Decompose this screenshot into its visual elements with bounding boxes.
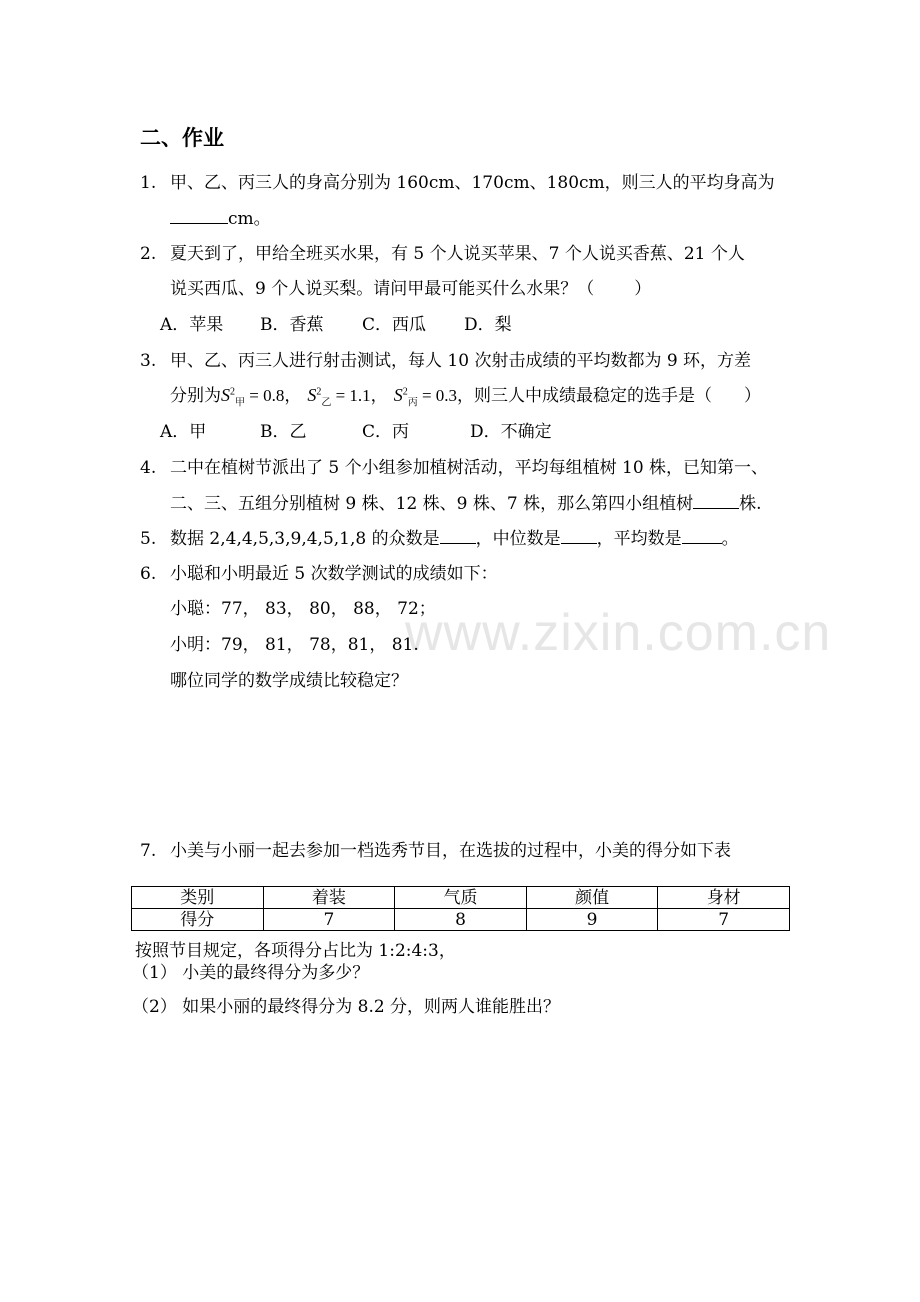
q3-suffix: 则三人中成绩最稳定的选手是（	[474, 386, 713, 406]
q2-close-paren: ）	[634, 279, 652, 299]
q5-part2: ，中位数是	[475, 529, 561, 549]
q4-tail: 株.	[739, 494, 762, 514]
q3-number: 3.	[140, 351, 157, 371]
table-cell: 8	[395, 909, 527, 931]
table-header-cell: 着装	[263, 887, 395, 909]
table-header-cell: 类别	[132, 887, 264, 909]
q2-text-line2: 说买西瓜、9 个人说买梨。请问甲最可能买什么水果？（	[170, 279, 595, 299]
watermark: www.zixin.com.cn	[405, 604, 832, 662]
q2-options	[160, 314, 512, 336]
q3-options	[160, 421, 552, 443]
table-header-cell: 气质	[395, 887, 527, 909]
q6-question: 哪位同学的数学成绩比较稳定？	[170, 671, 408, 691]
q7-text-line1: 小美与小丽一起去参加一档选秀节目，在选拔的过程中，小美的得分如下表	[170, 841, 731, 861]
q3-line2	[170, 384, 761, 407]
table-header-row	[132, 887, 790, 909]
q6-cong-scores: 小聪：77， 83， 80， 88， 72；	[170, 599, 436, 619]
q5-part3: ，平均数是	[596, 529, 682, 549]
q3-text-line1: 甲、乙、丙三人进行射击测试，每人 10 次射击成绩的平均数都为 9 环，方差	[170, 351, 752, 371]
q3-option-c[interactable]: C．丙	[362, 422, 410, 442]
q4-text-line1: 二中在植树节派出了 5 个小组参加植树活动，平均每组植树 10 株，已知第一、	[170, 458, 769, 478]
table-row	[132, 909, 790, 931]
q5-number: 5.	[140, 529, 157, 549]
q4-number: 4.	[140, 458, 157, 478]
q6-line1	[140, 563, 498, 585]
q2-line1	[140, 243, 745, 265]
q7-number: 7.	[140, 841, 157, 861]
q7-subquestion-1: （1） 小美的最终得分为多少？	[132, 963, 370, 983]
variance-jia: $S^2_甲 = 0.8$，	[221, 385, 302, 409]
section-heading: 二、作业	[140, 126, 224, 150]
table-cell: 7	[658, 909, 790, 931]
q1-line1	[140, 172, 775, 194]
score-table	[131, 886, 790, 931]
q4-line1	[140, 457, 768, 479]
q1-number: 1.	[140, 173, 157, 193]
q1-answer-blank[interactable]	[170, 207, 228, 224]
q5-mean-blank[interactable]	[682, 527, 722, 544]
q7-rule: 按照节目规定，各项得分占比为 1:2:4:3，	[135, 941, 456, 961]
q6-ming-scores: 小明：79， 81， 78，81， 81.	[170, 635, 419, 655]
q1-tail: cm。	[228, 209, 271, 229]
q5-part1: 数据 2,4,4,5,3,9,4,5,1,8 的众数是	[170, 529, 440, 549]
q3-prefix: 分别为	[170, 386, 221, 406]
table-cell: 7	[263, 909, 395, 931]
q4-text-line2: 二、三、五组分别植树 9 株、12 株、9 株、7 株，那么第四小组植树	[170, 494, 694, 514]
q5-median-blank[interactable]	[561, 527, 597, 544]
table-header-cell: 颜值	[526, 887, 658, 909]
q2-option-c[interactable]: C．西瓜	[362, 315, 427, 335]
q3-close-paren: ）	[744, 386, 762, 406]
q2-option-d[interactable]: D．梨	[464, 315, 512, 335]
q7-line1	[140, 840, 731, 862]
q2-option-b[interactable]: B．香蕉	[260, 315, 324, 335]
q4-answer-blank[interactable]	[693, 492, 739, 509]
q6-number: 6.	[140, 564, 157, 584]
variance-bing: $S^2_丙 = 0.3$，	[393, 385, 475, 409]
q3-option-a[interactable]: A．甲	[160, 422, 207, 442]
q2-line2	[170, 278, 651, 300]
q2-text-line1: 夏天到了，甲给全班买水果，有 5 个人说买苹果、7 个人说买香蕉、21 个人	[170, 244, 745, 264]
q6-text-line1: 小聪和小明最近 5 次数学测试的成绩如下：	[170, 564, 498, 584]
q7-subquestion-2: （2） 如果小丽的最终得分为 8.2 分，则两人谁能胜出？	[132, 997, 561, 1017]
q1-text: 甲、乙、丙三人的身高分别为 160cm、170cm、180cm，则三人的平均身高为	[170, 173, 775, 193]
q1-line2	[170, 207, 271, 230]
q2-number: 2.	[140, 244, 157, 264]
table-cell: 得分	[132, 909, 264, 931]
table-header-cell: 身材	[658, 887, 790, 909]
table-cell: 9	[526, 909, 658, 931]
variance-yi: $S^2_乙 = 1.1$，	[307, 385, 388, 409]
q3-option-d[interactable]: D．不确定	[470, 422, 552, 442]
q5-line	[140, 527, 739, 550]
q3-line1	[140, 350, 751, 372]
q5-mode-blank[interactable]	[440, 527, 476, 544]
q5-part4: 。	[721, 529, 739, 549]
q3-option-b[interactable]: B．乙	[260, 422, 307, 442]
q2-option-a[interactable]: A．苹果	[160, 315, 224, 335]
q4-line2	[170, 492, 762, 515]
